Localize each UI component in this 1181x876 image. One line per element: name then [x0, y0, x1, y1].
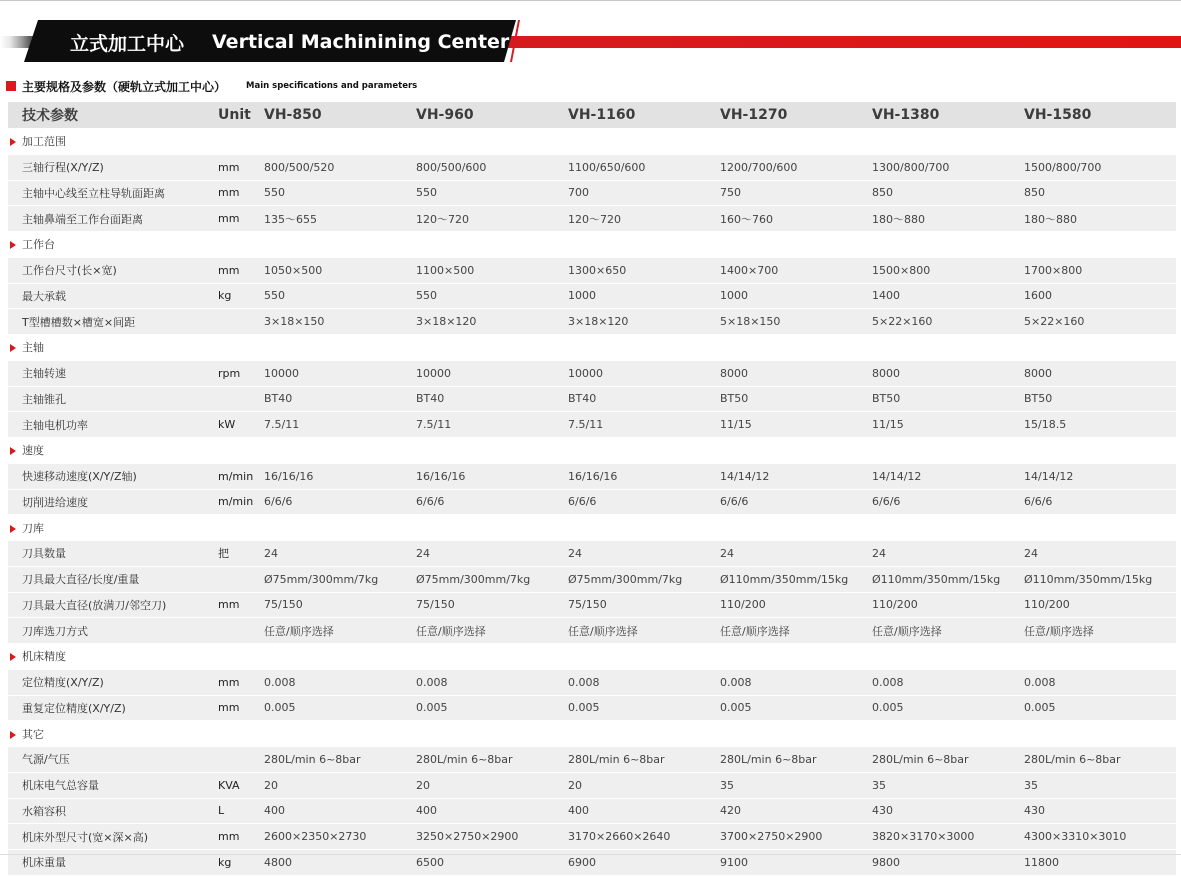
param-value: 9100 [720, 850, 872, 876]
param-value: 35 [720, 773, 872, 799]
param-value: 120～720 [568, 206, 720, 232]
param-value: Ø75mm/300mm/7kg [416, 567, 568, 593]
param-value: 3×18×120 [568, 309, 720, 335]
param-value: 0.005 [264, 696, 416, 722]
table-row [8, 206, 1176, 232]
triangle-bullet-icon [10, 344, 16, 352]
table-row [8, 464, 1176, 490]
param-value: 400 [568, 799, 720, 825]
param-value: 1300×650 [568, 258, 720, 284]
param-unit: m/min [216, 490, 264, 516]
category-label: 机床精度 [22, 650, 66, 664]
param-value: Ø110mm/350mm/15kg [872, 567, 1024, 593]
param-value: 1700×800 [1024, 258, 1176, 284]
model-header: VH-1580 [1024, 102, 1176, 129]
table-row [8, 593, 1176, 619]
param-value: BT40 [264, 387, 416, 413]
model-header: VH-960 [416, 102, 568, 129]
param-unit: kW [216, 412, 264, 438]
unit-header: Unit [216, 102, 264, 129]
param-value: 280L/min 6~8bar [416, 747, 568, 773]
param-value: 20 [416, 773, 568, 799]
category-row [8, 232, 1176, 258]
bottom-rule [0, 854, 1181, 855]
category-cell [8, 232, 1176, 258]
param-value: 110/200 [872, 593, 1024, 619]
param-unit: mm [216, 593, 264, 619]
param-value: 4800 [264, 850, 416, 876]
param-value: 1300/800/700 [872, 155, 1024, 181]
param-value: 1200/700/600 [720, 155, 872, 181]
model-header: VH-1270 [720, 102, 872, 129]
param-value: 6500 [416, 850, 568, 876]
param-value: 3×18×120 [416, 309, 568, 335]
param-value: 0.008 [568, 670, 720, 696]
table-row [8, 155, 1176, 181]
param-value: 3700×2750×2900 [720, 824, 872, 850]
table-row [8, 773, 1176, 799]
param-value: 24 [720, 541, 872, 567]
param-value: 20 [568, 773, 720, 799]
param-name: 定位精度(X/Y/Z) [8, 670, 216, 696]
param-value: 280L/min 6~8bar [568, 747, 720, 773]
section-title-en: Main specifications and parameters [246, 81, 418, 91]
param-value: 75/150 [264, 593, 416, 619]
param-value: 24 [872, 541, 1024, 567]
model-header: VH-850 [264, 102, 416, 129]
table-row [8, 824, 1176, 850]
top-rule [0, 0, 1181, 1]
category-label: 刀库 [22, 521, 44, 535]
table-row [8, 541, 1176, 567]
param-unit [216, 387, 264, 413]
param-value: 任意/顺序选择 [1024, 618, 1176, 644]
param-value: BT40 [416, 387, 568, 413]
param-value: 850 [872, 181, 1024, 207]
param-value: 0.005 [416, 696, 568, 722]
category-cell [8, 335, 1176, 361]
param-value: 550 [416, 181, 568, 207]
param-value: 0.005 [568, 696, 720, 722]
param-value: 6900 [568, 850, 720, 876]
table-body [8, 129, 1176, 876]
model-header: VH-1380 [872, 102, 1024, 129]
table-row [8, 181, 1176, 207]
param-name: 快速移动速度(X/Y/Z轴) [8, 464, 216, 490]
param-value: 11800 [1024, 850, 1176, 876]
param-value: 550 [416, 284, 568, 310]
param-value: 14/14/12 [872, 464, 1024, 490]
param-value: 6/6/6 [416, 490, 568, 516]
param-unit: mm [216, 206, 264, 232]
param-value: 3170×2660×2640 [568, 824, 720, 850]
param-value: 14/14/12 [1024, 464, 1176, 490]
title-cn: 立式加工中心 [70, 32, 185, 55]
param-value: 850 [1024, 181, 1176, 207]
param-name: 最大承载 [8, 284, 216, 310]
triangle-bullet-icon [10, 138, 16, 146]
param-value: 11/15 [720, 412, 872, 438]
param-value: Ø110mm/350mm/15kg [720, 567, 872, 593]
param-value: 135～655 [264, 206, 416, 232]
category-row [8, 721, 1176, 747]
param-value: 0.005 [720, 696, 872, 722]
param-name: 水箱容积 [8, 799, 216, 825]
param-unit: mm [216, 258, 264, 284]
table-row [8, 747, 1176, 773]
param-name: T型槽槽数×槽宽×间距 [8, 309, 216, 335]
param-value: 5×22×160 [1024, 309, 1176, 335]
param-value: 1400 [872, 284, 1024, 310]
triangle-bullet-icon [10, 525, 16, 533]
param-value: 0.008 [872, 670, 1024, 696]
param-name: 机床电气总容量 [8, 773, 216, 799]
param-value: 6/6/6 [568, 490, 720, 516]
param-value: 10000 [568, 361, 720, 387]
param-value: 2600×2350×2730 [264, 824, 416, 850]
category-cell [8, 644, 1176, 670]
param-value: BT50 [720, 387, 872, 413]
param-name: 主轴电机功率 [8, 412, 216, 438]
category-row [8, 644, 1176, 670]
param-value: 16/16/16 [568, 464, 720, 490]
param-name: 刀库选刀方式 [8, 618, 216, 644]
param-value: 75/150 [416, 593, 568, 619]
param-value: 任意/顺序选择 [872, 618, 1024, 644]
param-value: 7.5/11 [264, 412, 416, 438]
category-cell [8, 129, 1176, 155]
param-name: 主轴锥孔 [8, 387, 216, 413]
section-title [6, 77, 417, 95]
category-cell [8, 721, 1176, 747]
param-value: 430 [872, 799, 1024, 825]
param-value: 800/500/600 [416, 155, 568, 181]
param-name: 工作台尺寸(长×宽) [8, 258, 216, 284]
param-value: 110/200 [1024, 593, 1176, 619]
triangle-bullet-icon [10, 241, 16, 249]
param-unit: 把 [216, 541, 264, 567]
param-value: 4300×3310×3010 [1024, 824, 1176, 850]
param-value: 180～880 [1024, 206, 1176, 232]
param-value: 280L/min 6~8bar [720, 747, 872, 773]
param-name: 刀具最大直径(放满刀/邻空刀) [8, 593, 216, 619]
category-row [8, 515, 1176, 541]
param-unit: kg [216, 850, 264, 876]
param-value: 16/16/16 [264, 464, 416, 490]
param-unit: mm [216, 696, 264, 722]
param-unit: mm [216, 670, 264, 696]
param-value: 430 [1024, 799, 1176, 825]
param-name: 机床重量 [8, 850, 216, 876]
param-value: 3820×3170×3000 [872, 824, 1024, 850]
param-value: 5×18×150 [720, 309, 872, 335]
table-row [8, 258, 1176, 284]
param-value: 任意/顺序选择 [416, 618, 568, 644]
table-row [8, 412, 1176, 438]
title-en: Vertical Machinining Center [212, 31, 510, 53]
param-value: 280L/min 6~8bar [872, 747, 1024, 773]
table-row [8, 387, 1176, 413]
param-unit: mm [216, 155, 264, 181]
param-value: 0.008 [416, 670, 568, 696]
param-value: 800/500/520 [264, 155, 416, 181]
param-value: 20 [264, 773, 416, 799]
table-row [8, 284, 1176, 310]
param-name: 刀具最大直径/长度/重量 [8, 567, 216, 593]
param-value: 110/200 [720, 593, 872, 619]
param-name: 主轴中心线至立柱导轨面距离 [8, 181, 216, 207]
section-square-icon [6, 81, 16, 91]
param-value: 10000 [416, 361, 568, 387]
param-value: 8000 [720, 361, 872, 387]
param-value: 0.008 [720, 670, 872, 696]
param-value: 550 [264, 181, 416, 207]
param-value: 3×18×150 [264, 309, 416, 335]
param-value: Ø110mm/350mm/15kg [1024, 567, 1176, 593]
param-value: 1100×500 [416, 258, 568, 284]
param-value: 0.008 [1024, 670, 1176, 696]
category-row [8, 129, 1176, 155]
param-value: Ø75mm/300mm/7kg [264, 567, 416, 593]
param-unit: L [216, 799, 264, 825]
param-value: 15/18.5 [1024, 412, 1176, 438]
param-unit: mm [216, 181, 264, 207]
table-row [8, 799, 1176, 825]
page-title [70, 29, 509, 55]
param-value: 24 [568, 541, 720, 567]
param-value: 1500/800/700 [1024, 155, 1176, 181]
model-header: VH-1160 [568, 102, 720, 129]
param-value: 6/6/6 [264, 490, 416, 516]
param-value: 0.005 [1024, 696, 1176, 722]
param-unit [216, 309, 264, 335]
param-value: 1500×800 [872, 258, 1024, 284]
category-label: 其它 [22, 727, 44, 741]
param-value: 75/150 [568, 593, 720, 619]
param-value: 160～760 [720, 206, 872, 232]
table-row [8, 309, 1176, 335]
param-value: 10000 [264, 361, 416, 387]
param-value: 280L/min 6~8bar [264, 747, 416, 773]
param-value: 35 [1024, 773, 1176, 799]
param-value: 1050×500 [264, 258, 416, 284]
param-value: 1100/650/600 [568, 155, 720, 181]
param-header: 技术参数 [8, 102, 216, 129]
table-row [8, 567, 1176, 593]
param-value: 400 [264, 799, 416, 825]
param-value: 420 [720, 799, 872, 825]
param-value: 1000 [568, 284, 720, 310]
param-unit [216, 747, 264, 773]
param-unit [216, 618, 264, 644]
table-row [8, 361, 1176, 387]
param-value: 6/6/6 [872, 490, 1024, 516]
param-unit: rpm [216, 361, 264, 387]
param-value: 9800 [872, 850, 1024, 876]
param-value: BT50 [872, 387, 1024, 413]
param-name: 重复定位精度(X/Y/Z) [8, 696, 216, 722]
param-value: 700 [568, 181, 720, 207]
param-name: 三轴行程(X/Y/Z) [8, 155, 216, 181]
triangle-bullet-icon [10, 447, 16, 455]
param-value: 120～720 [416, 206, 568, 232]
param-value: 7.5/11 [568, 412, 720, 438]
param-value: 任意/顺序选择 [264, 618, 416, 644]
param-value: BT40 [568, 387, 720, 413]
section-title-cn: 主要规格及参数（硬轨立式加工中心） [22, 79, 227, 94]
param-value: 400 [416, 799, 568, 825]
param-value: 8000 [872, 361, 1024, 387]
param-value: 3250×2750×2900 [416, 824, 568, 850]
triangle-bullet-icon [10, 653, 16, 661]
category-row [8, 335, 1176, 361]
param-value: 35 [872, 773, 1024, 799]
param-value: 11/15 [872, 412, 1024, 438]
category-label: 速度 [22, 444, 44, 458]
param-value: 6/6/6 [1024, 490, 1176, 516]
category-cell [8, 515, 1176, 541]
spec-table [8, 102, 1176, 876]
param-name: 切削进给速度 [8, 490, 216, 516]
param-name: 主轴转速 [8, 361, 216, 387]
param-value: 280L/min 6~8bar [1024, 747, 1176, 773]
category-label: 加工范围 [22, 135, 66, 149]
param-value: 14/14/12 [720, 464, 872, 490]
param-value: 0.008 [264, 670, 416, 696]
table-row [8, 696, 1176, 722]
param-value: 24 [264, 541, 416, 567]
param-value: BT50 [1024, 387, 1176, 413]
param-name: 气源/气压 [8, 747, 216, 773]
param-unit [216, 567, 264, 593]
param-name: 刀具数量 [8, 541, 216, 567]
param-value: 1600 [1024, 284, 1176, 310]
param-value: 任意/顺序选择 [568, 618, 720, 644]
param-value: 1000 [720, 284, 872, 310]
param-name: 主轴鼻端至工作台面距离 [8, 206, 216, 232]
param-unit: m/min [216, 464, 264, 490]
category-cell [8, 438, 1176, 464]
param-value: 0.005 [872, 696, 1024, 722]
param-name: 机床外型尺寸(宽×深×高) [8, 824, 216, 850]
param-value: 7.5/11 [416, 412, 568, 438]
param-value: 550 [264, 284, 416, 310]
param-unit: mm [216, 824, 264, 850]
param-value: 任意/顺序选择 [720, 618, 872, 644]
param-value: 24 [416, 541, 568, 567]
param-unit: KVA [216, 773, 264, 799]
param-value: 180～880 [872, 206, 1024, 232]
param-value: 8000 [1024, 361, 1176, 387]
param-value: 750 [720, 181, 872, 207]
category-label: 主轴 [22, 341, 44, 355]
param-value: 24 [1024, 541, 1176, 567]
category-label: 工作台 [22, 238, 55, 252]
table-row [8, 618, 1176, 644]
param-unit: kg [216, 284, 264, 310]
table-row [8, 490, 1176, 516]
param-value: 5×22×160 [872, 309, 1024, 335]
category-row [8, 438, 1176, 464]
param-value: 6/6/6 [720, 490, 872, 516]
table-header-row [8, 102, 1176, 129]
triangle-bullet-icon [10, 731, 16, 739]
table-row [8, 670, 1176, 696]
param-value: Ø75mm/300mm/7kg [568, 567, 720, 593]
param-value: 16/16/16 [416, 464, 568, 490]
param-value: 1400×700 [720, 258, 872, 284]
